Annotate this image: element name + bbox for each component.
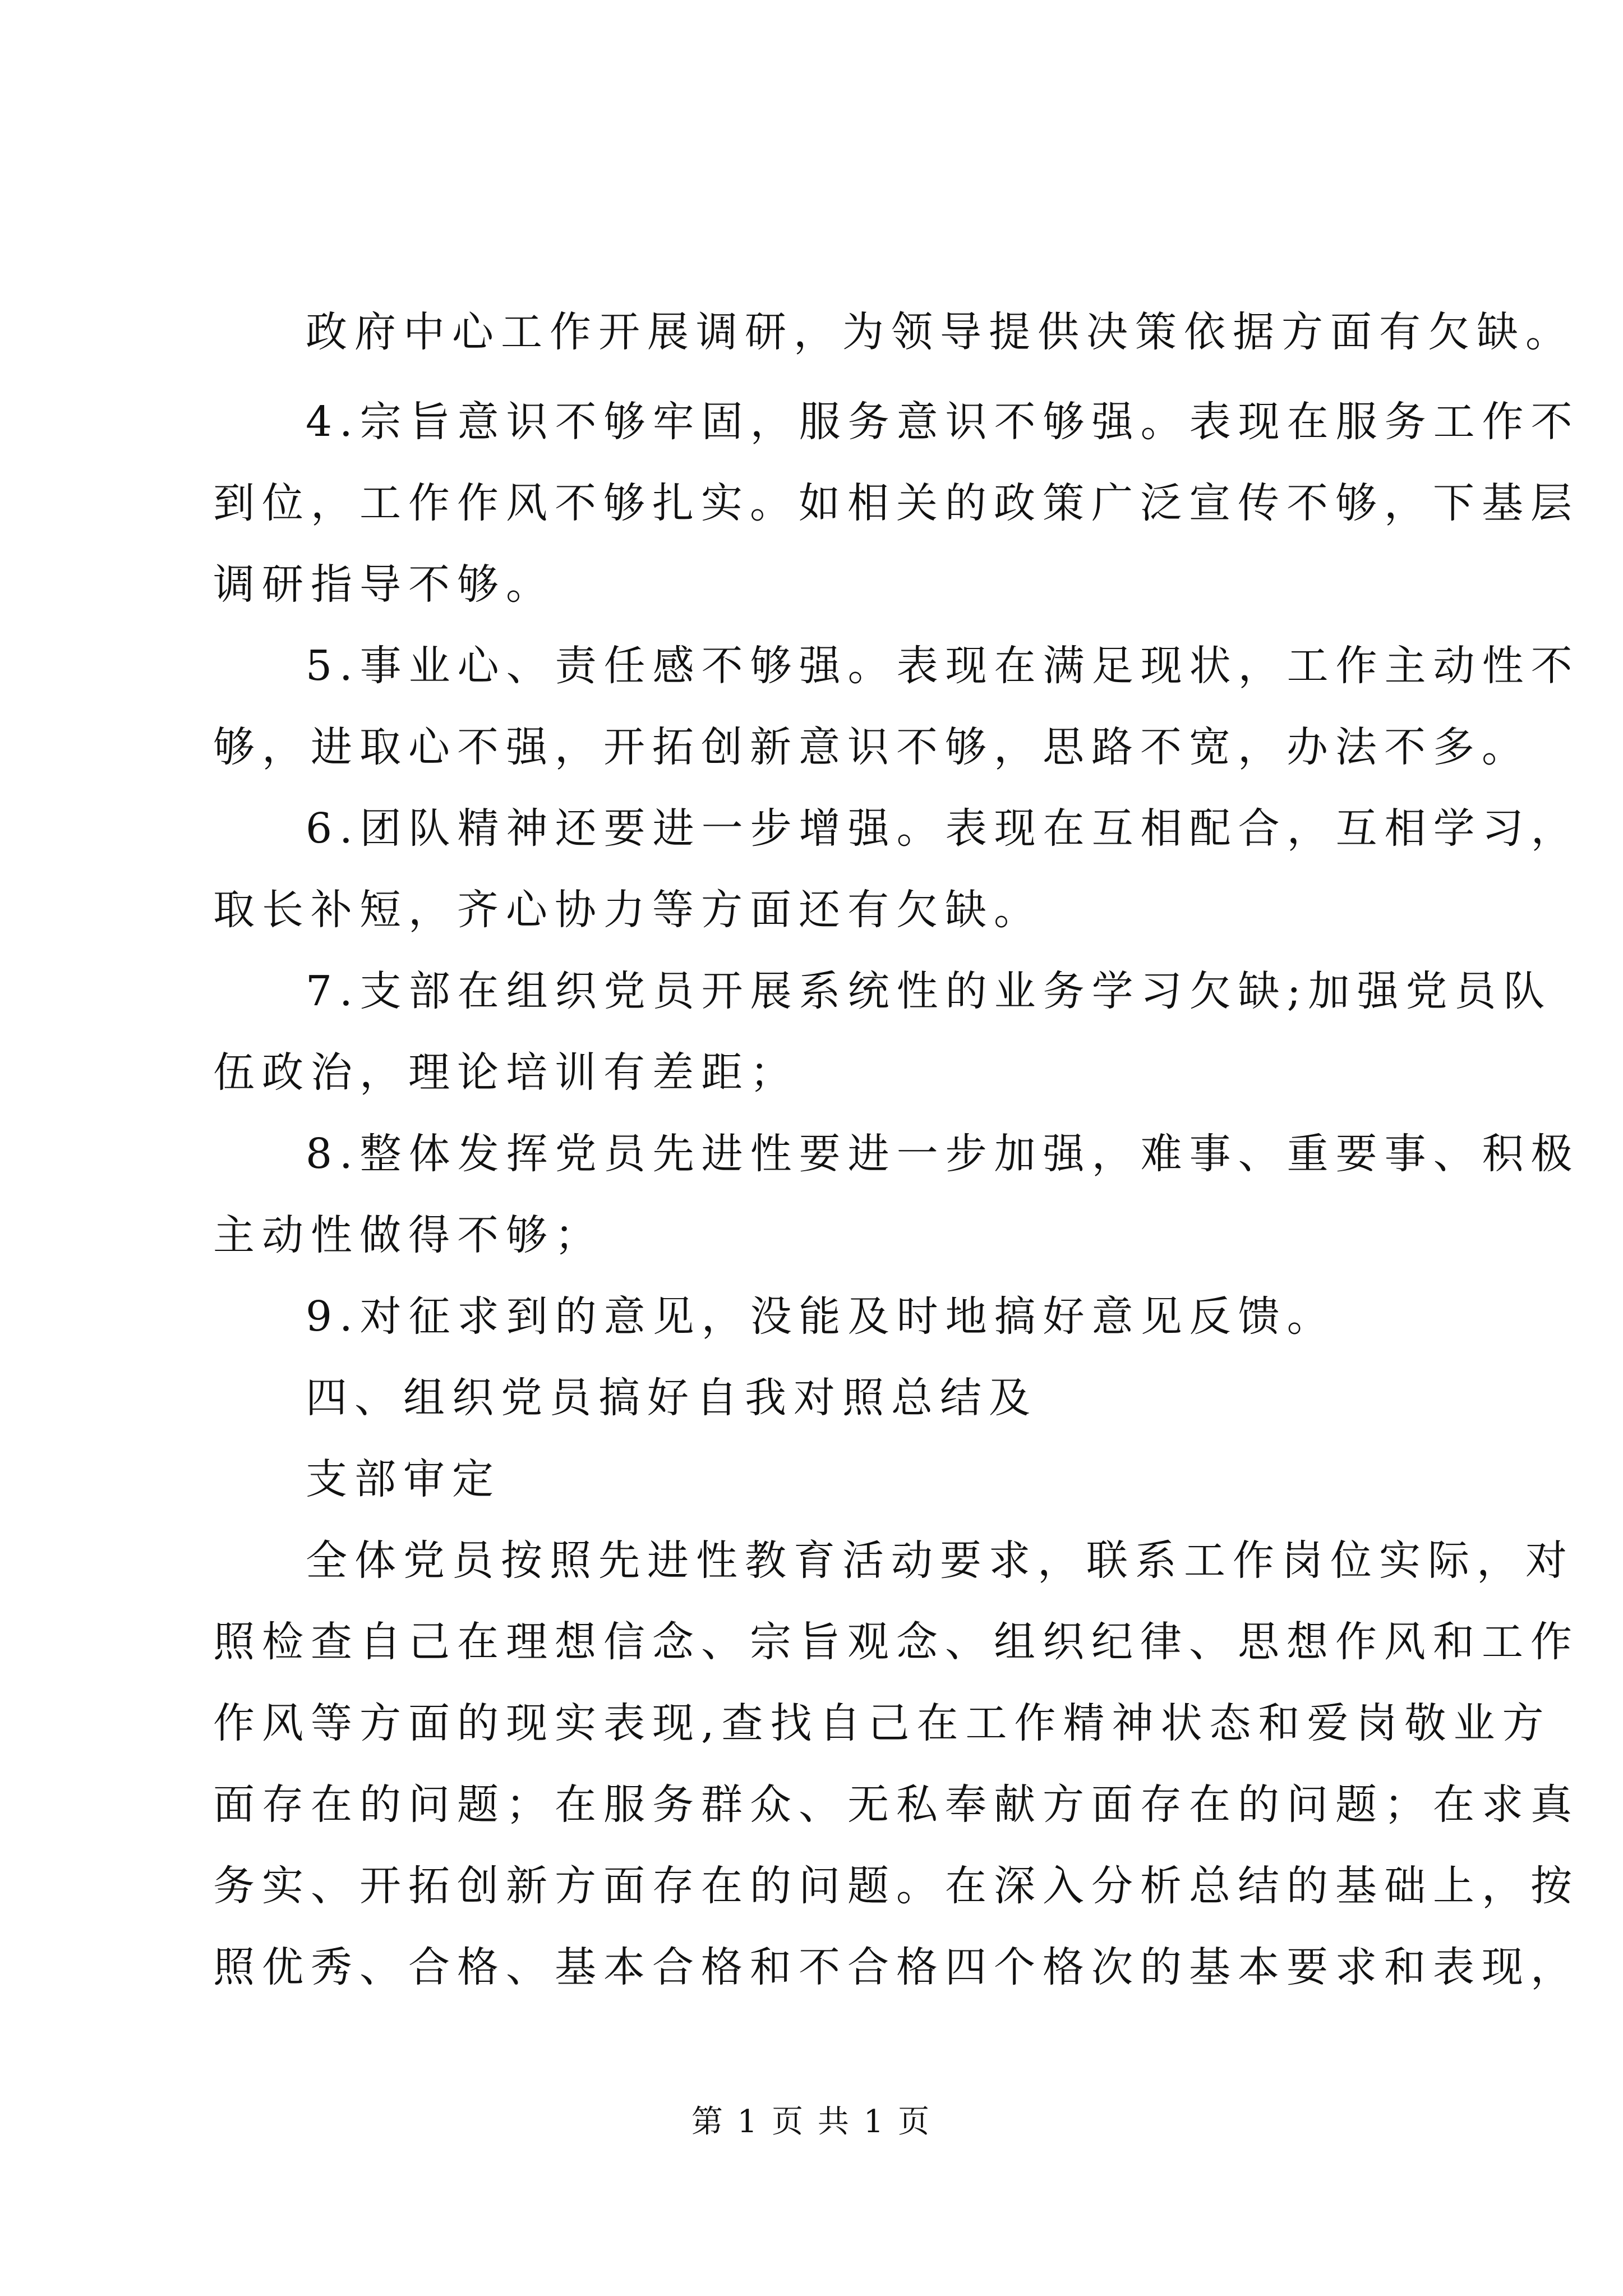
paragraph-line: 调研指导不够。 <box>213 560 555 609</box>
paragraph-line: 5.事业心、责任感不够强。表现在满足现状，工作主动性不 <box>306 642 1580 690</box>
paragraph-line: 全体党员按照先进性教育活动要求，联系工作岗位实际，对 <box>306 1536 1574 1585</box>
paragraph-line: 取长补短，齐心协力等方面还有欠缺。 <box>213 886 1043 934</box>
paragraph-line: 到位，工作作风不够扎实。如相关的政策广泛宣传不够，下基层 <box>213 479 1579 527</box>
paragraph-line: 8.整体发挥党员先进性要进一步加强，难事、重要事、积极 <box>306 1130 1580 1178</box>
paragraph-line: 照优秀、合格、基本合格和不合格四个格次的基本要求和表现， <box>213 1943 1579 1991</box>
paragraph-line: 主动性做得不够； <box>213 1211 603 1259</box>
paragraph-line: 作风等方面的现实表现,查找自己在工作精神状态和爱岗敬业方 <box>213 1699 1551 1747</box>
paragraph-line: 4.宗旨意识不够牢固，服务意识不够强。表现在服务工作不 <box>306 398 1580 446</box>
paragraph-line: 政府中心工作开展调研，为领导提供决策依据方面有欠缺。 <box>306 308 1574 356</box>
paragraph-line: 7.支部在组织党员开展系统性的业务学习欠缺;加强党员队 <box>306 967 1552 1015</box>
section-heading-continued: 支部审定 <box>306 1455 501 1503</box>
paragraph-line: 6.团队精神还要进一步增强。表现在互相配合，互相学习， <box>306 804 1580 853</box>
page-number-footer: 第 1 页 共 1 页 <box>691 2104 932 2140</box>
paragraph-line: 务实、开拓创新方面存在的问题。在深入分析总结的基础上，按 <box>213 1862 1579 1910</box>
paragraph-line: 伍政治，理论培训有差距； <box>213 1048 799 1097</box>
paragraph-line: 照检查自己在理想信念、宗旨观念、组织纪律、思想作风和工作 <box>213 1618 1579 1666</box>
paragraph-line: 够，进取心不强，开拓创新意识不够，思路不宽，办法不多。 <box>213 723 1530 771</box>
paragraph-line: 面存在的问题；在服务群众、无私奉献方面存在的问题；在求真 <box>213 1780 1579 1829</box>
paragraph-line: 9.对征求到的意见，没能及时地搞好意见反馈。 <box>306 1292 1336 1341</box>
section-heading: 四、组织党员搞好自我对照总结及 <box>306 1374 1038 1422</box>
